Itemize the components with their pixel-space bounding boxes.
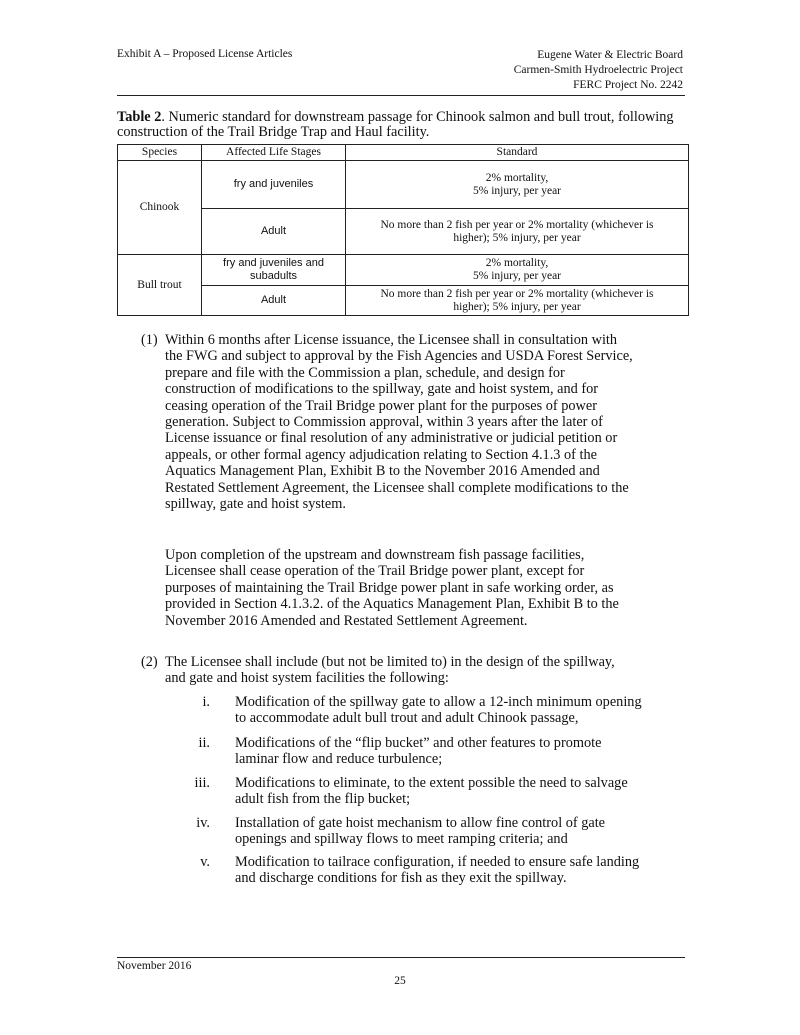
standard-line: 2% mortality, bbox=[485, 257, 549, 269]
text-line: to accommodate adult bull trout and adult Chinook passage, bbox=[235, 710, 579, 727]
header-rule bbox=[117, 95, 685, 96]
species-bull-trout: Bull trout bbox=[118, 255, 202, 316]
text-line: Within 6 months after License issuance, the Licensee shall in consultation with bbox=[165, 332, 618, 348]
stage-line: fry and juveniles and bbox=[223, 257, 324, 269]
text-line: prepare and file with the Commission a plan, schedule, and design for bbox=[165, 364, 565, 381]
text-line: and discharge conditions for fish as they exit the spillway. bbox=[235, 870, 567, 887]
text-line: purposes of maintaining the Trail Bridge power plant in safe working order, as bbox=[165, 579, 614, 596]
list-item bbox=[235, 735, 690, 768]
standards-table bbox=[117, 144, 689, 316]
text-line: adult fish from the flip bucket; bbox=[235, 791, 411, 808]
text-line: Modification to tailrace configuration, if needed to ensure safe landing bbox=[235, 854, 640, 870]
text-line: and gate and hoist system facilities the following: bbox=[165, 670, 449, 687]
list-numeral: iii. bbox=[194, 775, 210, 791]
header-left: Exhibit A – Proposed License Articles bbox=[117, 48, 293, 60]
standard-line: 5% injury, per year bbox=[472, 184, 562, 197]
text-line: construction of modifications to the spillway, gate and hoist system, and for bbox=[165, 381, 599, 398]
page-number: 25 bbox=[394, 975, 406, 987]
stage-cell: Adult bbox=[202, 286, 346, 316]
species-chinook: Chinook bbox=[118, 161, 202, 255]
section-2-number: (2) bbox=[141, 654, 158, 670]
standard-line: higher); 5% injury, per year bbox=[453, 231, 581, 244]
table-caption bbox=[117, 110, 687, 140]
text-line: Installation of gate hoist mechanism to allow fine control of gate bbox=[235, 815, 606, 831]
text-line: appeals, or other formal agency adjudication relating to Section 4.1.3 of the bbox=[165, 446, 597, 463]
footer-date: November 2016 bbox=[117, 960, 192, 972]
list-numeral: i. bbox=[202, 694, 210, 710]
list-numeral: v. bbox=[200, 854, 210, 870]
text-line: provided in Section 4.1.3.2. of the Aquatics Management Plan, Exhibit B to the bbox=[165, 596, 619, 613]
table-caption-label: Table 2 bbox=[117, 109, 162, 125]
text-line: Modifications of the “flip bucket” and other features to promote bbox=[235, 735, 602, 751]
list-numeral: iv. bbox=[196, 815, 210, 831]
list-numeral: ii. bbox=[198, 735, 210, 751]
list-item bbox=[235, 775, 690, 808]
header-right bbox=[514, 48, 683, 93]
section-1-number: (1) bbox=[141, 332, 158, 348]
text-line: License issuance or final resolution of any administrative or judicial petition or bbox=[165, 430, 618, 447]
list-item bbox=[235, 694, 690, 727]
header-right-line1: Eugene Water & Electric Board bbox=[537, 49, 683, 61]
text-line: November 2016 Amended and Restated Settlement Agreement. bbox=[165, 612, 528, 629]
standard-cell bbox=[346, 161, 689, 209]
header-right-line3: FERC Project No. 2242 bbox=[573, 79, 683, 91]
stage-cell: Adult bbox=[202, 209, 346, 255]
text-line: spillway, gate and hoist system. bbox=[165, 496, 346, 513]
text-line: Modifications to eliminate, to the extent possible the need to salvage bbox=[235, 775, 628, 791]
text-line: ceasing operation of the Trail Bridge power plant for the purposes of power bbox=[165, 397, 597, 414]
table-row bbox=[118, 209, 689, 255]
table-row bbox=[118, 161, 689, 209]
stage-line: subadults bbox=[249, 270, 298, 282]
standard-cell bbox=[346, 286, 689, 316]
table-row bbox=[118, 255, 689, 286]
standard-cell bbox=[346, 255, 689, 286]
text-line: laminar flow and reduce turbulence; bbox=[235, 751, 443, 768]
standard-line: No more than 2 fish per year or 2% mortality (whichever is bbox=[380, 218, 654, 231]
text-line: Restated Settlement Agreement, the Licensee shall complete modifications to the bbox=[165, 479, 629, 496]
text-line: Licensee shall cease operation of the Trail Bridge power plant, except for bbox=[165, 563, 585, 580]
text-line: generation. Subject to Commission approval, within 3 years after the later of bbox=[165, 414, 603, 431]
text-line: Upon completion of the upstream and downstream fish passage facilities, bbox=[165, 547, 585, 563]
stage-cell bbox=[202, 255, 346, 286]
text-line: Modification of the spillway gate to allow a 12-inch minimum opening bbox=[235, 694, 642, 710]
list-item bbox=[235, 815, 690, 848]
table-header-standard: Standard bbox=[346, 145, 689, 161]
text-line: Aquatics Management Plan, Exhibit B to the November 2016 Amended and bbox=[165, 463, 600, 480]
section-1-paragraph-2 bbox=[165, 547, 695, 629]
list-item bbox=[235, 854, 690, 887]
section-2-intro bbox=[165, 654, 695, 687]
text-line: The Licensee shall include (but not be limited to) in the design of the spillway, bbox=[165, 654, 615, 670]
table-caption-text: . Numeric standard for downstream passage for Chinook salmon and bull trout, following construction of the Trail Bridge Trap and Haul facility. bbox=[117, 109, 674, 140]
stage-cell: fry and juveniles bbox=[202, 161, 346, 209]
table-row bbox=[118, 286, 689, 316]
standard-line: 5% injury, per year bbox=[472, 270, 562, 282]
text-line: the FWG and subject to approval by the Fish Agencies and USDA Forest Service, bbox=[165, 348, 633, 365]
standard-line: higher); 5% injury, per year bbox=[453, 300, 581, 313]
header-right-line2: Carmen-Smith Hydroelectric Project bbox=[513, 64, 683, 76]
table-header-row bbox=[118, 145, 689, 161]
footer-rule bbox=[117, 957, 685, 958]
text-line: openings and spillway flows to meet ramping criteria; and bbox=[235, 831, 568, 848]
standard-cell bbox=[346, 209, 689, 255]
table-header-stages: Affected Life Stages bbox=[202, 145, 346, 161]
section-1-paragraph bbox=[165, 332, 695, 512]
table-header-species: Species bbox=[118, 145, 202, 161]
standard-line: 2% mortality, bbox=[485, 171, 549, 184]
standard-line: No more than 2 fish per year or 2% mortality (whichever is bbox=[380, 287, 654, 300]
